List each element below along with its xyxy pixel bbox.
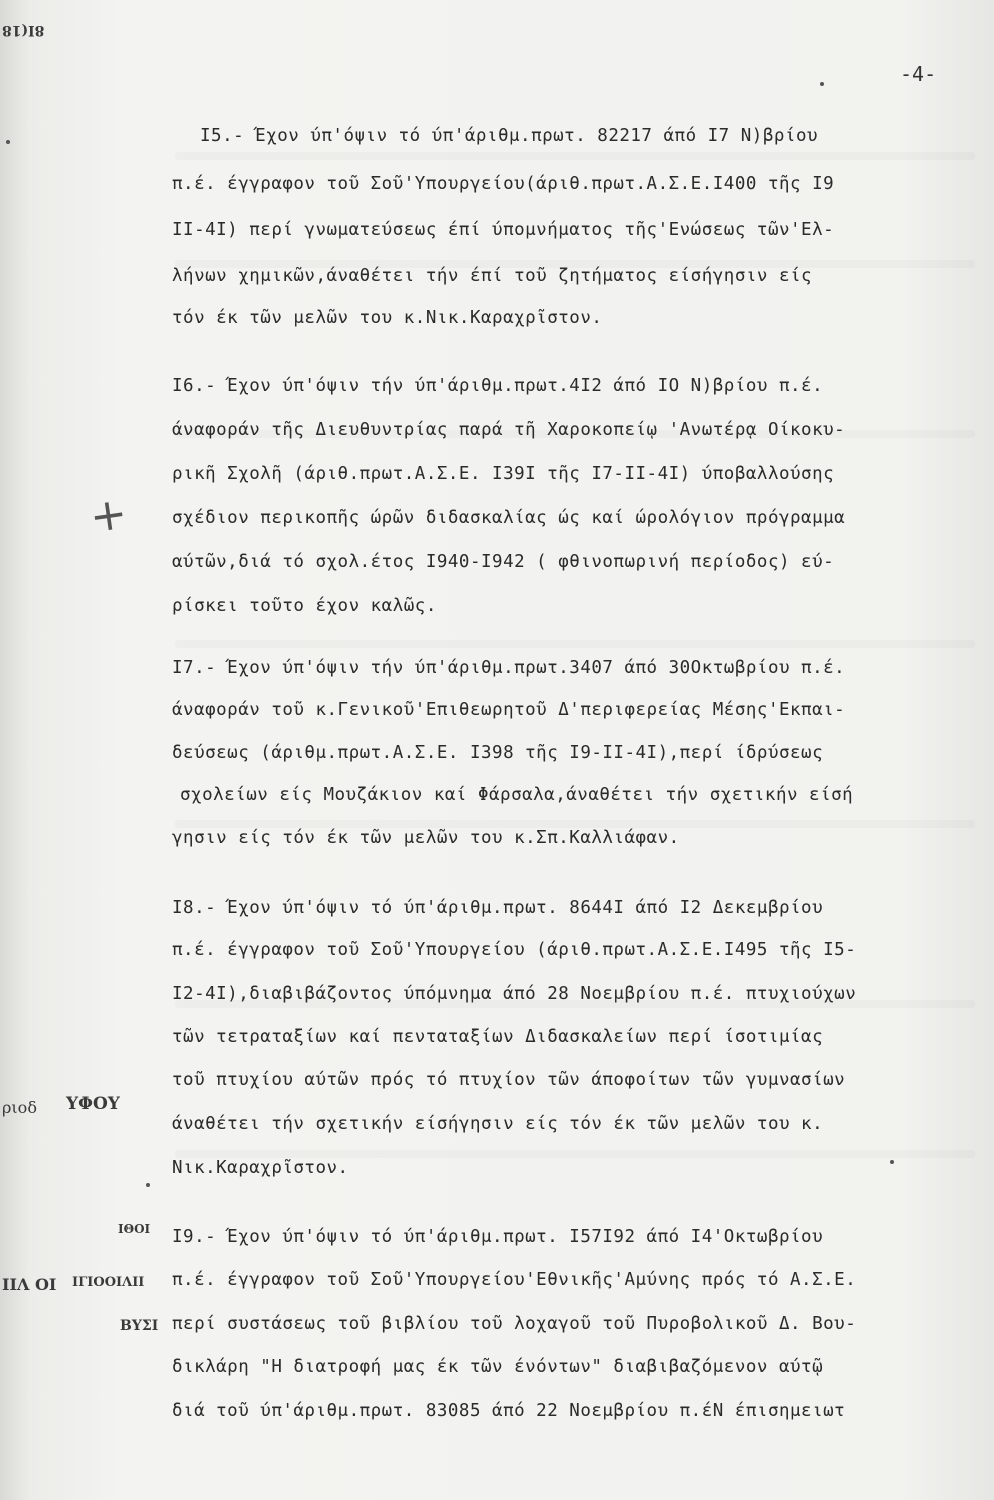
handwritten-plus-mark: + <box>86 487 131 544</box>
text-line: τοῦ πτυχίου αύτῶν πρός τό πτυχίον τῶν άποφοίτων τῶν γυμνασίων <box>172 1070 846 1090</box>
text-line: I6.- Έχον ύπ'όψιν τήν ύπ'άριθμ.πρωτ.4I2 άπό IO Ν)βρίου π.έ. <box>172 376 824 396</box>
margin-label: ΥΦΟΥ <box>66 1094 120 1114</box>
text-line: τῶν τετραταξίων καί πενταταξίων Διδασκαλείων περί ίσοτιμίας <box>172 1027 824 1047</box>
punch-dot <box>6 140 10 144</box>
bleed-through <box>175 1150 975 1158</box>
bleed-through <box>175 152 975 160</box>
scan-left-margin <box>0 0 159 1500</box>
punch-dot <box>146 1183 150 1187</box>
punch-dot <box>890 1160 894 1164</box>
text-line: δεύσεως (άριθμ.πρωτ.Α.Σ.Ε. I398 τῆς I9-II-4I),περί ίδρύσεως <box>172 743 824 763</box>
text-line: I9.- Έχον ύπ'όψιν τό ύπ'άριθμ.πρωτ. I57I92 άπό I4'Οκτωβρίου <box>172 1227 824 1247</box>
text-line: τόν έκ τῶν μελῶν του κ.Νικ.Καραχρῖστον. <box>172 308 603 328</box>
text-line: ρίσκει τοῦτο έχον καλῶς. <box>172 596 437 616</box>
punch-dot <box>820 82 824 86</box>
text-line: I2-4I),διαβιβάζοντος ύπόμνημα άπό 28 Νοεμβρίου π.έ. πτυχιούχων <box>172 984 857 1004</box>
text-line: διά τοῦ ύπ'άριθμ.πρωτ. 83085 άπό 22 Νοεμβρίου π.έΝ έπισημειωτ <box>172 1401 846 1421</box>
text-line: I7.- Έχον ύπ'όψιν τήν ύπ'άριθμ.πρωτ.3407 άπό 30Οκτωβρίου π.έ. <box>172 658 846 678</box>
text-line: σχολείων είς Μουζάκιον καί Φάρσαλα,άναθέτει τήν σχετικήν είσή <box>180 785 854 805</box>
text-line: π.έ. έγγραφον τοῦ Σοῦ'Υπουργείου'Εθνικῆς'Αμύνης πρός τό Α.Σ.Ε. <box>172 1270 857 1290</box>
text-line: π.έ. έγγραφον τοῦ Σοῦ'Υπουργείου (άριθ.πρωτ.Α.Σ.Ε.I495 τῆς I5- <box>172 940 857 960</box>
margin-stamp: 8I(18 <box>2 22 45 38</box>
text-line: άναφοράν τῆς Διευθυντρίας παρά τῆ Χαροκοπείῳ 'Ανωτέρᾳ Οίκοκυ- <box>172 420 846 440</box>
text-line: I8.- Έχον ύπ'όψιν τό ύπ'άριθμ.πρωτ. 8644I άπό I2 Δεκεμβρίου <box>172 898 824 918</box>
margin-label: ΙΘΟΙ <box>118 1222 151 1236</box>
text-line: περί συστάσεως τοῦ βιβλίου τοῦ λοχαγοῦ τοῦ Πυροβολικοῦ Δ. Βου- <box>172 1314 857 1334</box>
margin-label: ΒΥΣΙ <box>120 1318 159 1334</box>
text-line: άναφοράν τοῦ κ.Γενικοῦ'Επιθεωρητοῦ Δ'περιφερείας Μέσης'Εκπαι- <box>172 700 846 720</box>
text-line: σχέδιον περικοπῆς ώρῶν διδασκαλίας ώς καί ώρολόγιον πρόγραμμα <box>172 508 846 528</box>
text-line: Νικ.Καραχρῖστον. <box>172 1158 349 1178</box>
text-line: δικλάρη "Η διατροφή μας έκ τῶν ένόντων" διαβιβαζόμενον αύτῷ <box>172 1357 824 1377</box>
text-line: λήνων χημικῶν,άναθέτει τήν έπί τοῦ ζητήματος είσήγησιν είς <box>172 266 813 286</box>
text-line: αύτῶν,διά τό σχολ.έτος I940-I942 ( φθινοπωρινή περίοδος) εύ- <box>172 552 835 572</box>
text-line: π.έ. έγγραφον τοῦ Σοῦ'Υπουργείου(άριθ.πρωτ.Α.Σ.Ε.I400 τῆς I9 <box>172 174 835 194</box>
margin-label: ΙΓΙΟΟΙΛΙΙ <box>72 1275 145 1290</box>
bleed-through <box>175 640 975 648</box>
margin-label: ΙΙΛ ΟΙ <box>2 1275 57 1294</box>
text-line: άναθέτει τήν σχετικήν είσήγησιν είς τόν έκ τῶν μελῶν του κ. <box>172 1114 824 1134</box>
bleed-through <box>175 820 975 828</box>
text-line: II-4I) περί γνωματεύσεως έπί ύπομνήματος τῆς'Ενώσεως τῶν'Ελ- <box>172 220 835 240</box>
text-line: γησιν είς τόν έκ τῶν μελῶν του κ.Σπ.Καλλιάφαν. <box>172 828 680 848</box>
page-number: -4- <box>900 62 937 86</box>
text-line: ρικῆ Σχολῆ (άριθ.πρωτ.Α.Σ.Ε. I39I τῆς I7-II-4I) ύποβαλλούσης <box>172 464 835 484</box>
margin-label: ριοδ <box>2 1098 37 1117</box>
text-line: I5.- Έχον ύπ'όψιν τό ύπ'άριθμ.πρωτ. 82217 άπό I7 Ν)βρίου <box>200 126 819 146</box>
